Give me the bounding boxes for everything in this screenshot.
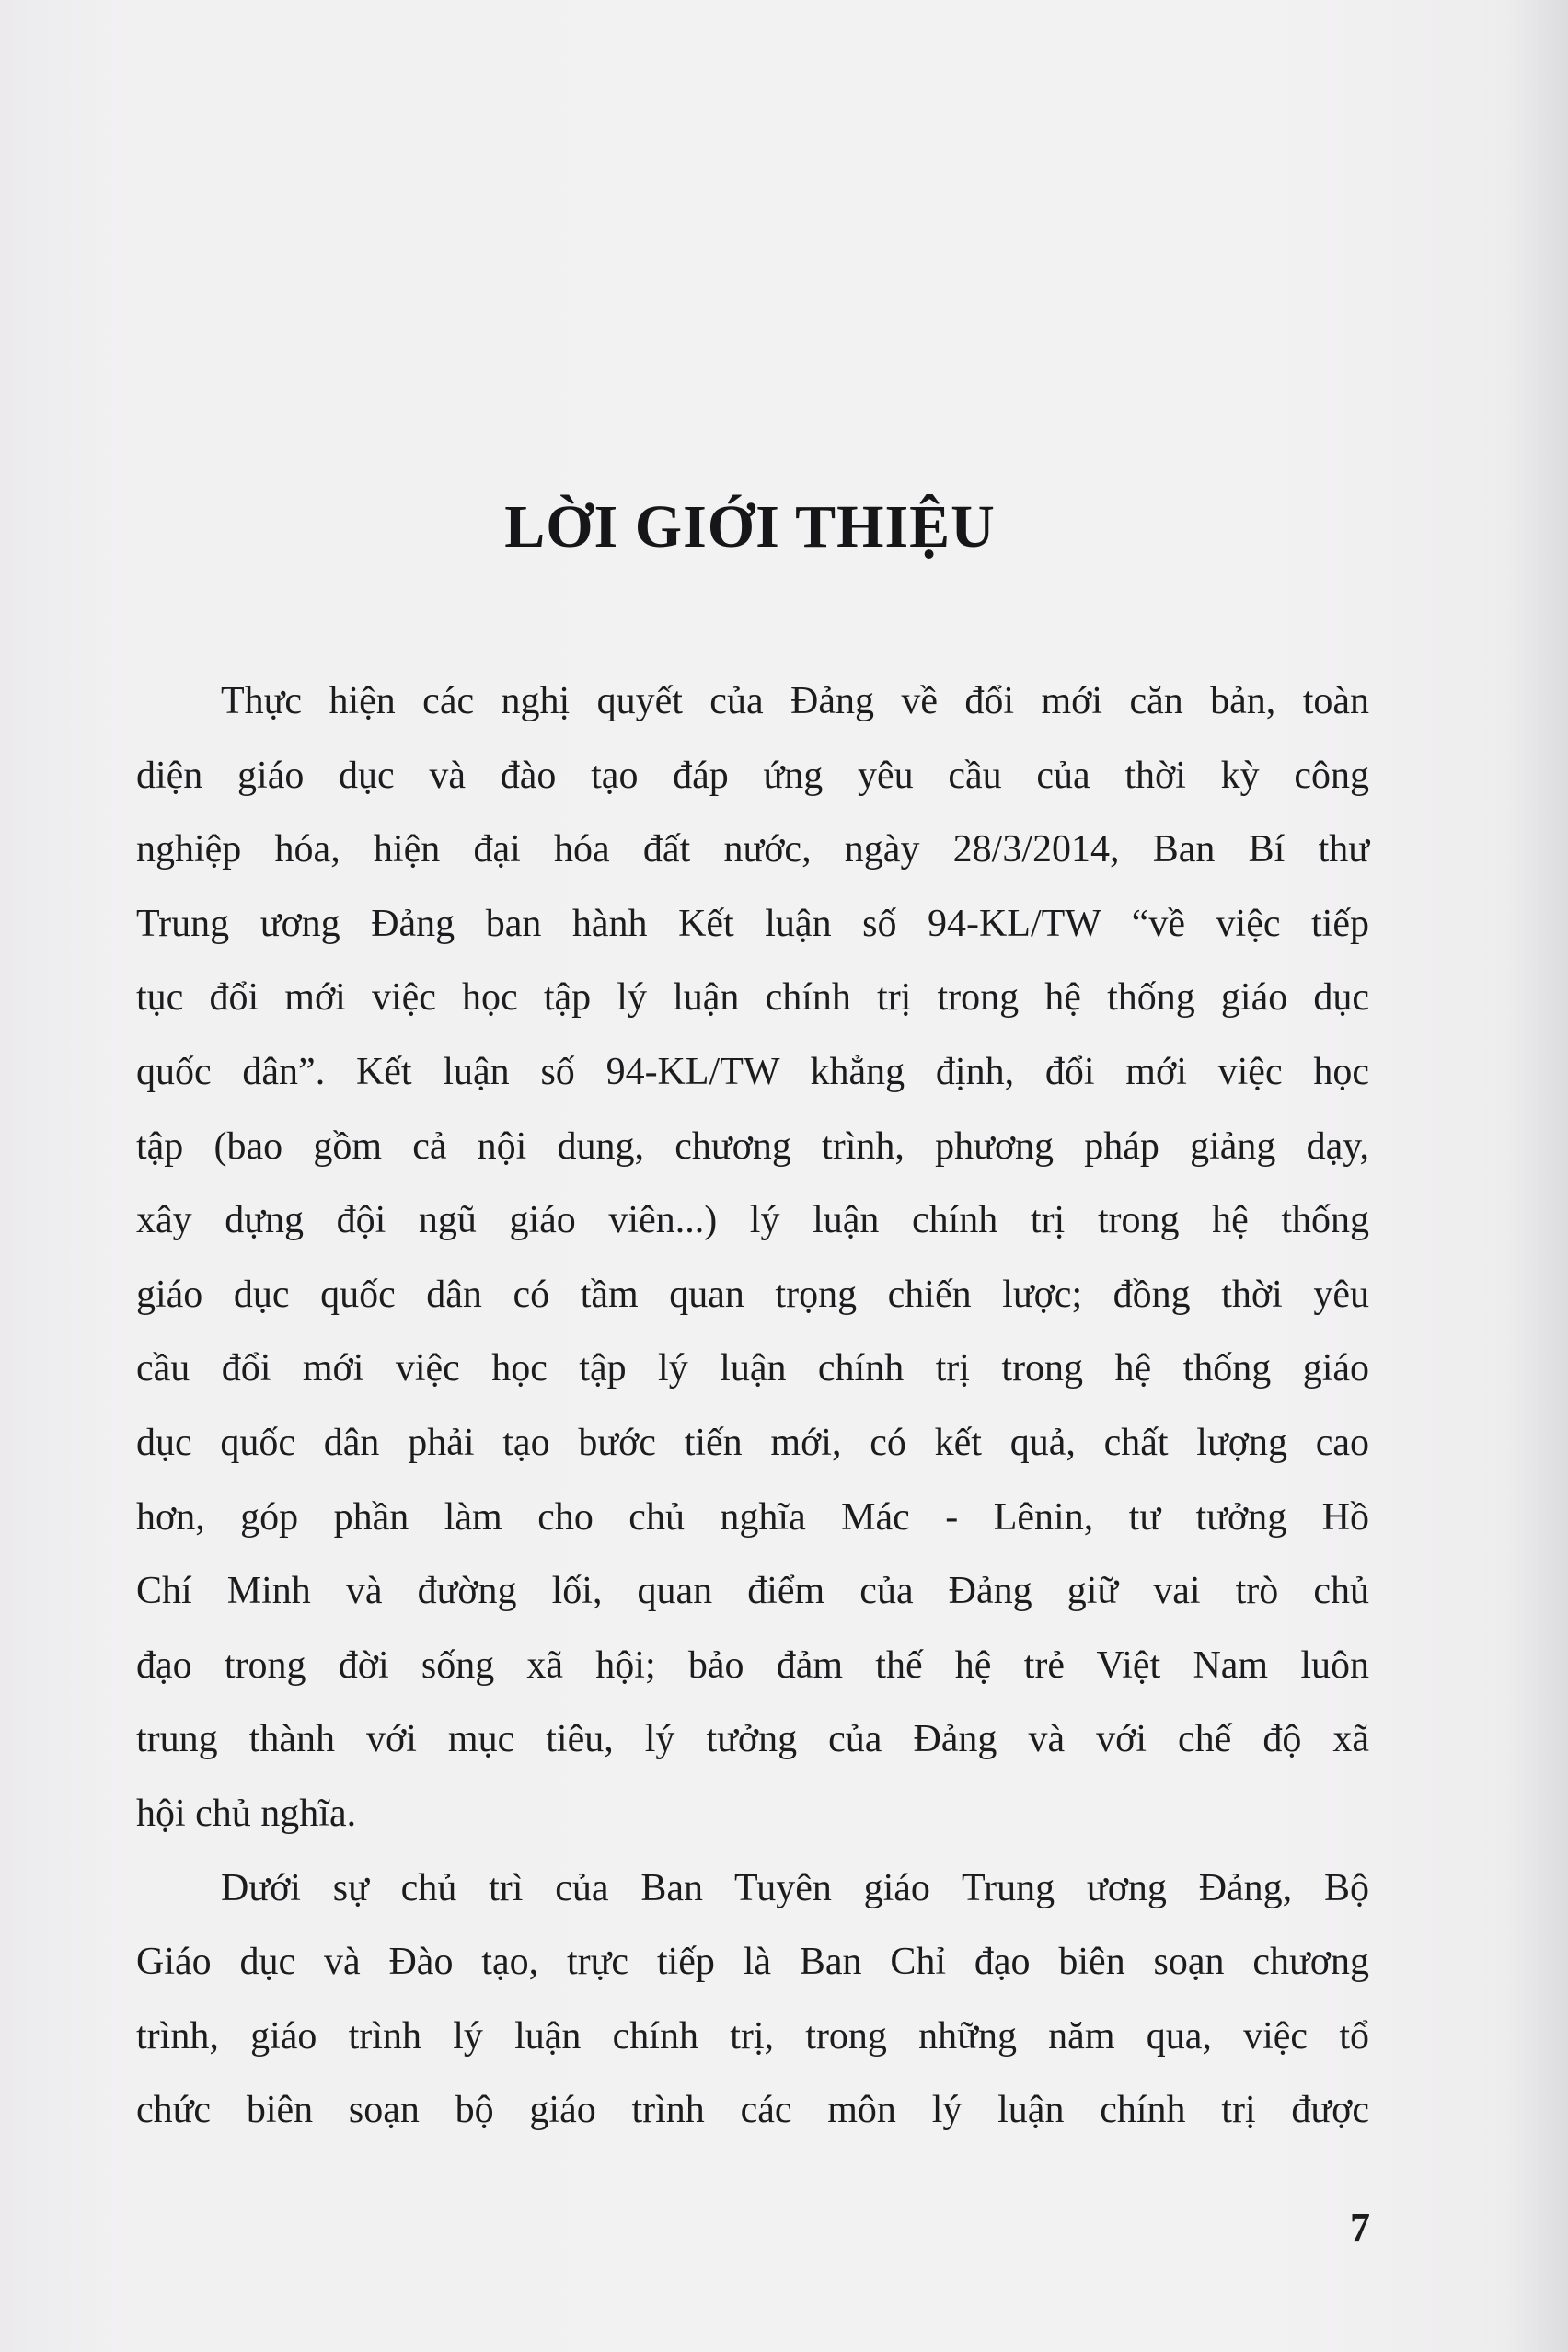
text-line: Thực hiện các nghị quyết của Đảng về đổi mới căn bản, toàn — [221, 680, 1369, 722]
text-line: tập (bao gồm cả nội dung, chương trình, phương pháp giảng dạy, — [136, 1124, 1369, 1168]
text-line: xây dựng đội ngũ giáo viên...) lý luận chính trị trong hệ thống — [136, 1199, 1369, 1242]
page-title: LỜI GIỚI THIỆU — [504, 493, 996, 560]
text-line: giáo dục quốc dân có tầm quan trọng chiến lược; đồng thời yêu — [136, 1273, 1369, 1316]
text-line: quốc dân”. Kết luận số 94-KL/TW khẳng định, đổi mới việc học — [136, 1050, 1369, 1093]
page-number: 7 — [1350, 2205, 1370, 2250]
text-line: tục đổi mới việc học tập lý luận chính trị trong hệ thống giáo dục — [136, 976, 1369, 1020]
text-line: Dưới sự chủ trì của Ban Tuyên giáo Trung ương Đảng, Bộ — [221, 1866, 1369, 1909]
text-line: diện giáo dục và đào tạo đáp ứng yêu cầu của thời kỳ công — [136, 754, 1369, 797]
text-line: hơn, góp phần làm cho chủ nghĩa Mác - Lênin, tư tưởng Hồ — [136, 1495, 1369, 1539]
text-line: dục quốc dân phải tạo bước tiến mới, có kết quả, chất lượng cao — [136, 1421, 1369, 1464]
text-line: Giáo dục và Đào tạo, trực tiếp là Ban Chỉ đạo biên soạn chương — [136, 1941, 1369, 1984]
text-line: chức biên soạn bộ giáo trình các môn lý luận chính trị được — [136, 2089, 1369, 2132]
paragraph — [136, 1851, 1369, 2148]
body-text — [136, 664, 1369, 2148]
text-line: Chí Minh và đường lối, quan điểm của Đảng giữ vai trò chủ — [136, 1570, 1369, 1613]
text-line: cầu đổi mới việc học tập lý luận chính trị trong hệ thống giáo — [136, 1347, 1369, 1390]
text-line: trình, giáo trình lý luận chính trị, trong những năm qua, việc tổ — [136, 2014, 1369, 2058]
text-line: hội chủ nghĩa. — [136, 1792, 357, 1835]
text-line: trung thành với mục tiêu, lý tưởng của Đảng và với chế độ xã — [136, 1718, 1369, 1761]
text-line: đạo trong đời sống xã hội; bảo đảm thế hệ trẻ Việt Nam luôn — [136, 1643, 1369, 1687]
paragraph — [136, 664, 1369, 1851]
text-line: nghiệp hóa, hiện đại hóa đất nước, ngày 28/3/2014, Ban Bí thư — [136, 828, 1369, 871]
text-line: Trung ương Đảng ban hành Kết luận số 94-KL/TW “về việc tiếp — [136, 902, 1369, 945]
